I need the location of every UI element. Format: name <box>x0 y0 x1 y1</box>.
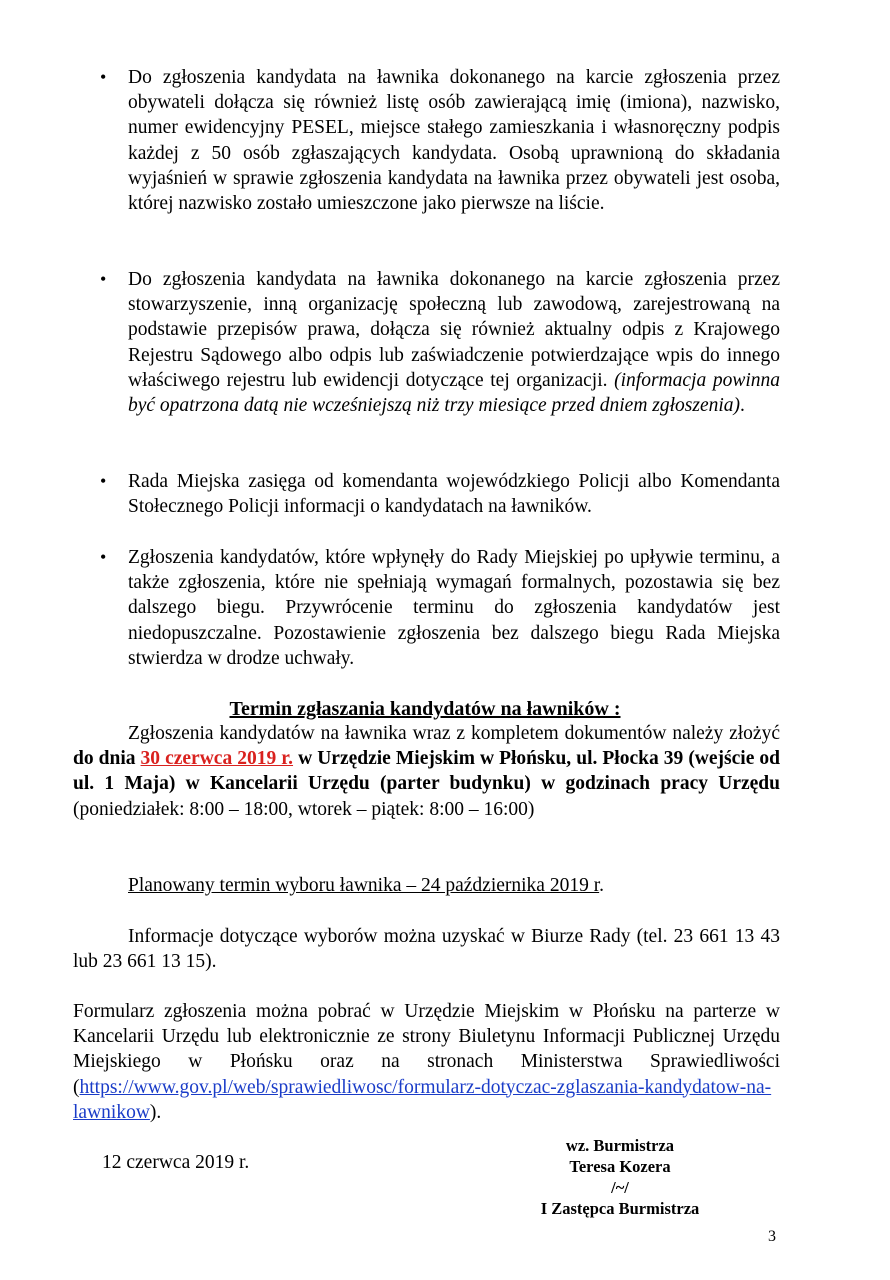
bullet-item-late-submissions <box>100 545 780 671</box>
bullet-symbol: • <box>100 471 107 491</box>
bullet-text: Do zgłoszenia kandydata na ławnika dokonanego na karcie zgłoszenia przez obywateli dołącza się również listę osób zawierającą imię (imiona), nazwisko, numer ewidencyjny PESEL, miejsce stałego zamieszkania i własnoręczny podpis każdej z 50 osób zgłaszających kandydata. Osobą uprawnioną do składania wyjaśnień w sprawie zgłoszenia kandydata na ławnika przez obywateli jest osoba, której nazwisko zostało umieszczone jako pierwsze na liście. <box>128 67 780 215</box>
section-heading: Termin zgłaszania kandydatów na ławników : <box>229 698 621 720</box>
deadline-location: w Urzędzie Miejskim w Płońsku, ul. Płocka 39 (wejście od ul. 1 Maja) w Kancelarii Urzędu (parter budynku) w godzinach pracy Urzędu <box>73 748 780 795</box>
form-link-close: ). <box>149 1101 162 1123</box>
bullet-text: Do zgłoszenia kandydata na ławnika dokonanego na karcie zgłoszenia przez stowarzyszenie, inną organizację społeczną lub zawodową, zarejestrowaną na podstawie przepisów prawa, dołącza się również aktualny odpis z Krajowego Rejestru Sądowego albo odpis lub zaświadczenie potwierdzające wpis do innego właściwego rejestru lub ewidencji dotyczące tej organizacji. <box>128 269 780 391</box>
document-date: 12 czerwca 2019 r. <box>102 1152 250 1173</box>
deadline-intro: Zgłoszenia kandydatów na ławnika wraz z kompletem dokumentów należy złożyć <box>128 723 780 744</box>
form-text: Formularz zgłoszenia można pobrać w Urzędzie Miejskim w Płońsku na parterze w Kancelarii Urzędu lub elektronicznie ze strony Biuletynu Informacji Publicznej Urzędu Miejskiego w Płońsku oraz na stronach Ministerstwa Sprawiedliwości <box>73 1001 780 1073</box>
bullet-text-container <box>128 267 780 418</box>
bullet-item-list-of-supporters <box>100 65 780 216</box>
bullet-text: Zgłoszenia kandydatów, które wpłynęły do Rady Miejskiej po upływie terminu, a także zgłoszenia, które nie spełniają wymagań formalnych, pozostawia się bez dalszego biegu. Przywrócenie terminu do zgłoszenia kandydatów jest niedopuszczalne. Pozostawienie zgłoszenia bez dalszego biegu Rada Miejska stwierdza w drodze uchwały. <box>128 547 780 669</box>
planned-election-tail: . <box>599 875 605 896</box>
bullet-text-tail: . <box>740 395 745 417</box>
bullet-italic-note: (informacja powinna być opatrzona datą nie wcześniejszą niż trzy miesiące przed dniem zgłoszenia) <box>128 369 781 417</box>
form-download-link[interactable]: https://www.gov.pl/web/sprawiedliwosc/formularz-dotyczac-zglaszania-kandydatow-na-lawnikow <box>73 1076 772 1123</box>
signature-mark: /~/ <box>611 1178 629 1197</box>
planned-election-paragraph <box>73 873 780 898</box>
bullet-symbol: • <box>100 67 107 87</box>
form-paragraph <box>73 999 780 1125</box>
form-link-open: ( <box>73 1076 80 1098</box>
info-paragraph: Informacje dotyczące wyborów można uzyskać w Biurze Rady (tel. 23 661 13 43 lub 23 661 13 15). <box>73 926 780 973</box>
deadline-hours: (poniedziałek: 8:00 – 18:00, wtorek – piątek: 8:00 – 16:00) <box>73 798 535 820</box>
page-number: 3 <box>768 1228 776 1245</box>
signature-title: I Zastępca Burmistrza <box>540 1199 700 1218</box>
signature-block <box>500 1135 740 1219</box>
deadline-date: 30 czerwca 2019 r. <box>140 748 294 770</box>
signature-name: Teresa Kozera <box>569 1157 671 1176</box>
planned-election-date: Planowany termin wyboru ławnika – 24 października 2019 r <box>128 875 600 896</box>
bullet-item-police-info <box>100 469 780 519</box>
bullet-text: Rada Miejska zasięga od komendanta wojewódzkiego Policji albo Komendanta Stołecznego Policji informacji o kandydatach na ławników. <box>128 471 780 518</box>
bullet-item-organization-extract <box>100 267 780 418</box>
bullet-symbol: • <box>100 269 107 289</box>
bullet-symbol: • <box>100 547 107 567</box>
deadline-do-dnia: do dnia <box>73 748 136 770</box>
deadline-paragraph <box>73 721 780 822</box>
signature-on-behalf: wz. Burmistrza <box>565 1136 675 1155</box>
